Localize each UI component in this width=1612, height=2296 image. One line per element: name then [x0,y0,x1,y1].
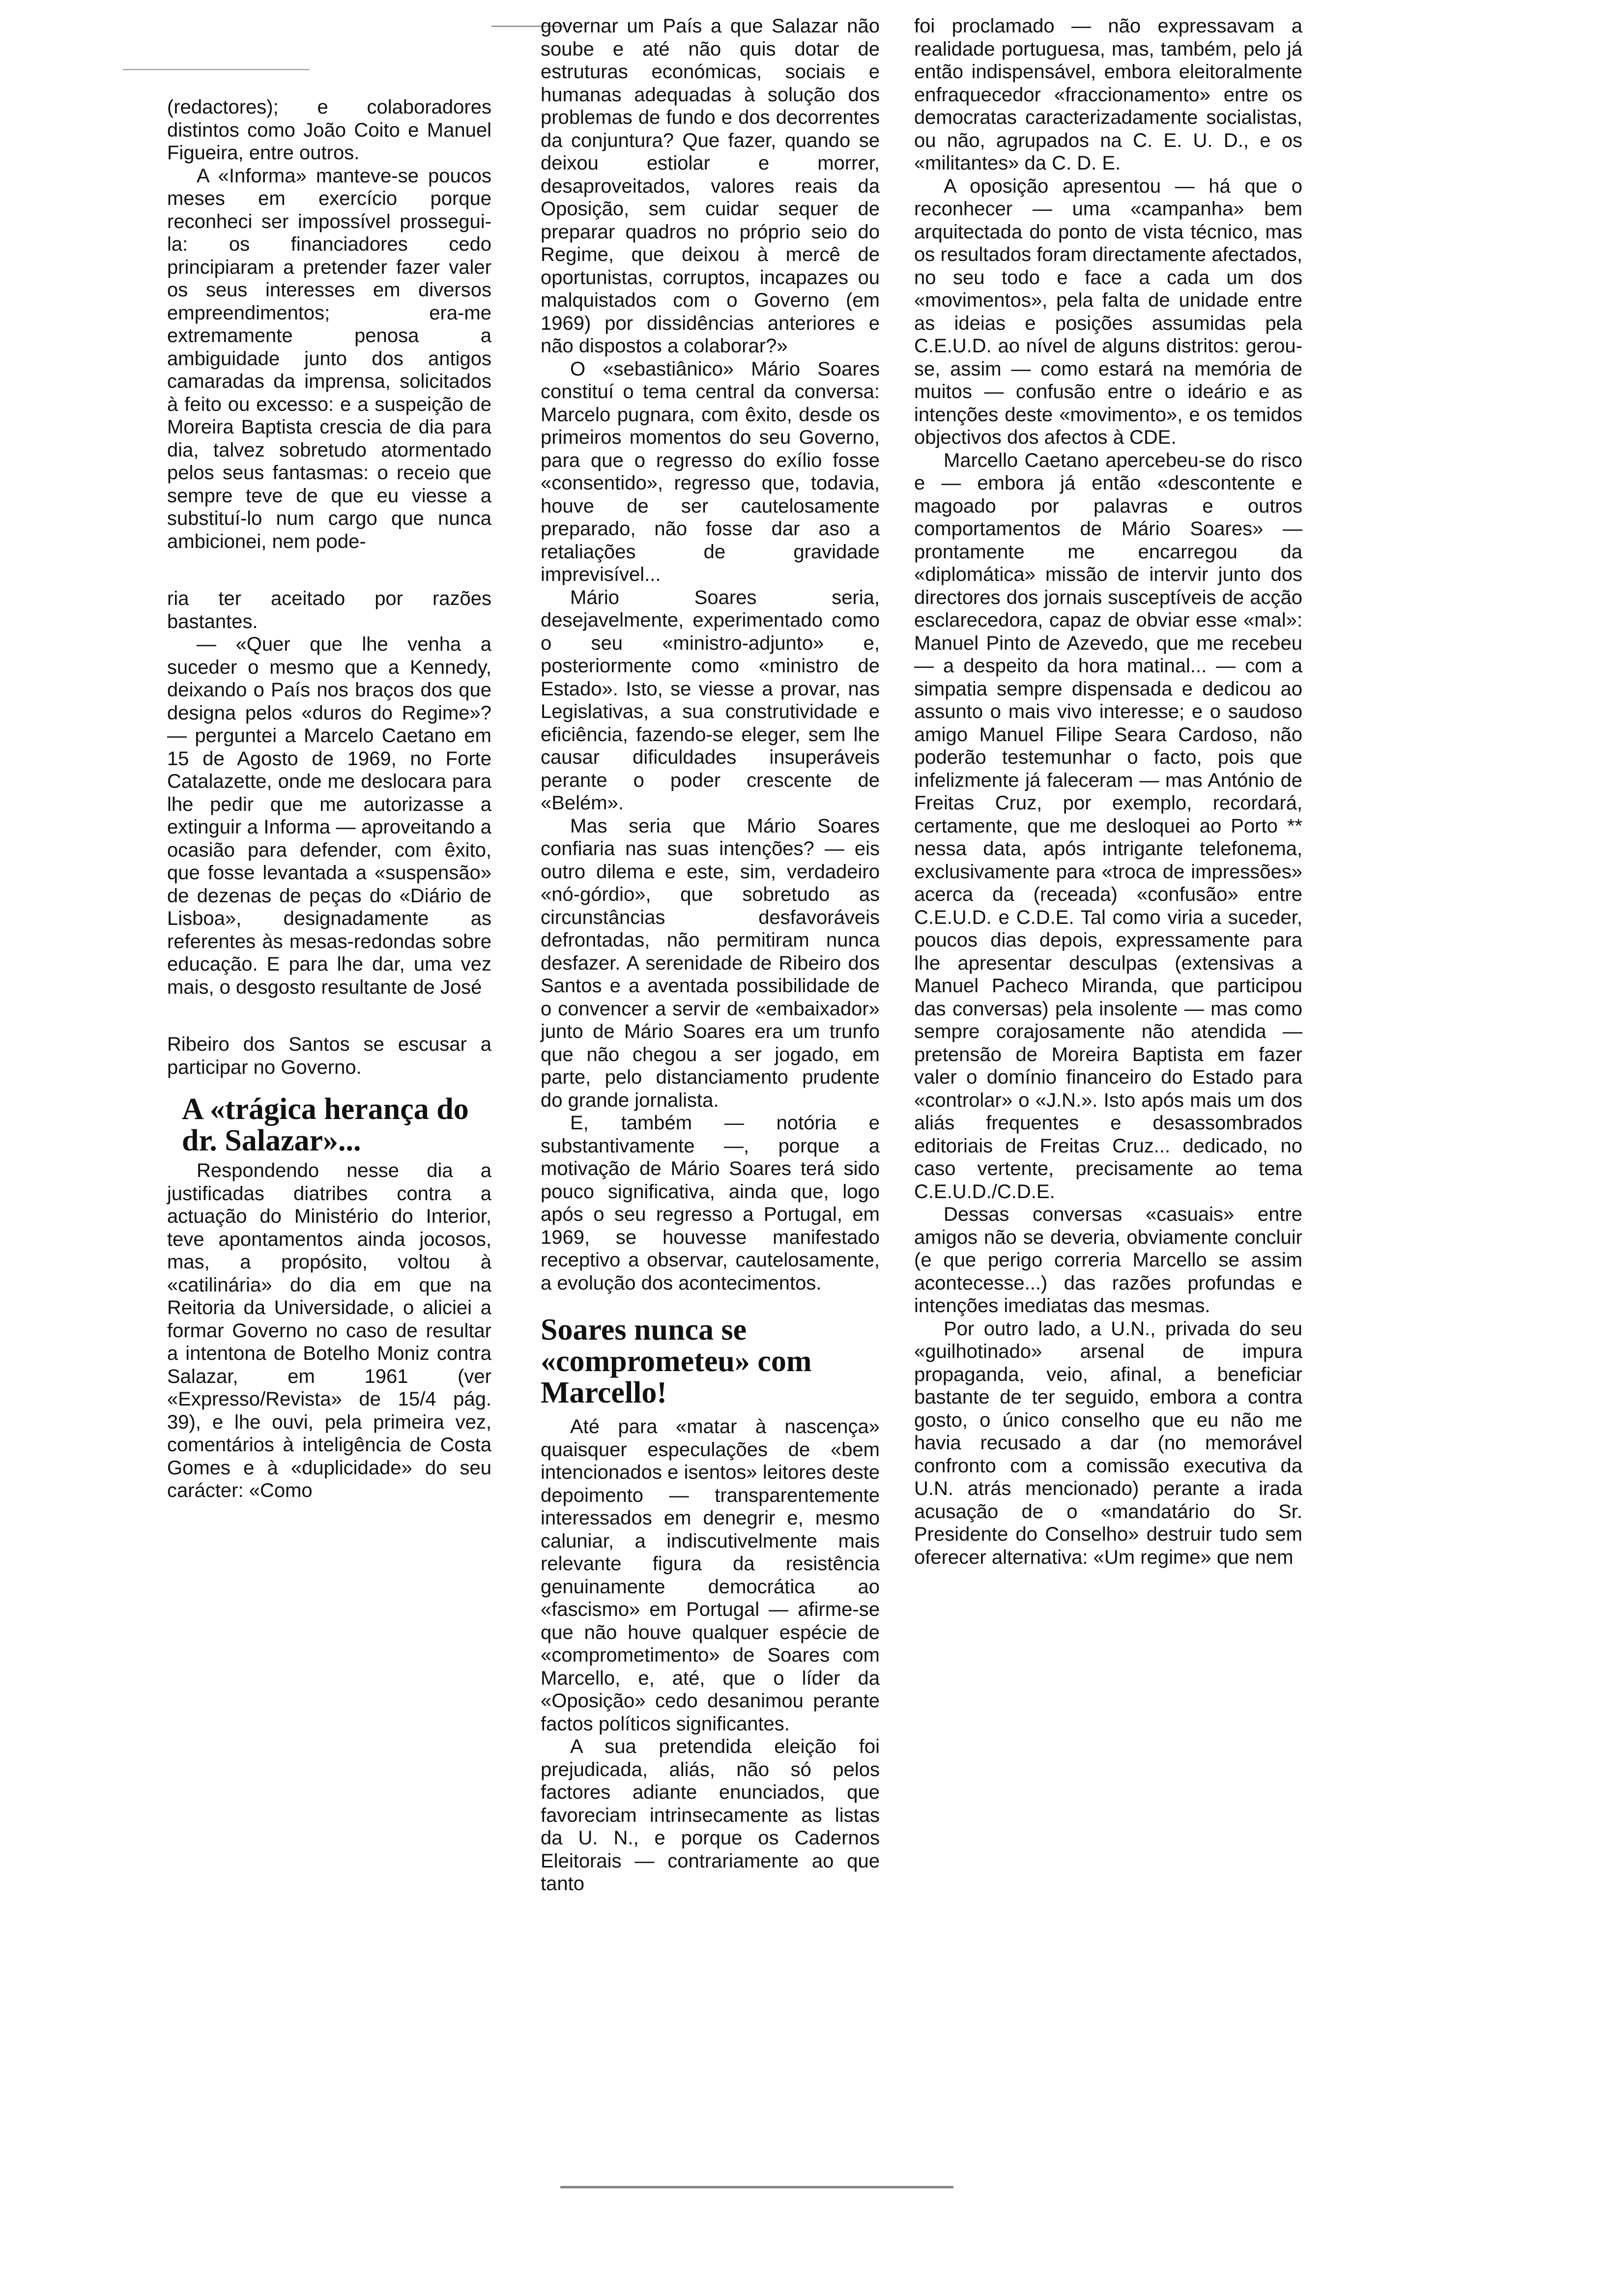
col1-paragraph: (redactores); e colaboradores distintos como João Coito e Manuel Figueira, entre outros. [167,96,491,164]
col1-paragraph: — «Quer que lhe venha a suceder o mesmo que a Kennedy, deixando o País nos braços dos que designa pelos «duros do Regime»? — perguntei a Marcelo Caetano em 15 de Agosto de 1969, no Forte Catalazette, onde me deslocara para lhe pedir que me autorizasse a extinguir a Informa — aproveitando a ocasião para defender, com êxito, que fosse levantada a «suspensão» de dezenas de peças do «Diário de Lisboa», designadamente as referentes às mesas-redondas sobre educação. E para lhe dar, uma vez mais, o desgosto resultante de José [167,633,491,998]
col3-paragraph: foi proclamado — não expressavam a realidade portuguesa, mas, também, pelo já então indispensável, embora eleitoralmente enfraquecedor «fraccionamento» entre os democratas caracterizadamente socialistas, ou não, agrupados na C. E. U. D., e os «militantes» da C. D. E. [914,15,1302,174]
col1-paragraph: A «Informa» manteve-se poucos meses em exercício porque reconheci ser impossível prossegui-la: os financiadores cedo principiaram a pretender fazer valer os seus interesses em diversos empreendimentos; era-me extremamente penosa a ambiguidade junto dos antigos camaradas da imprensa, solicitados à feito ou excesso: e a suspeição de Moreira Baptista crescia de dia para dia, talvez sobretudo atormentado pelos seus fantasmas: o receio que sempre teve de que eu viesse a substituí-lo num cargo que nunca ambicionei, nem pode- [167,165,491,552]
column-2 [541,15,880,1895]
col2-paragraph: Até para «matar à nascença» quaisquer especulações de «bem intencionados e isentos» leitores deste depoimento — transparentemente interessados em denegrir e, mesmo caluniar, a indiscutivelmente mais relevante figura da resistência genuinamente democrática ao «fascismo» em Portugal — afirme-se que não houve qualquer espécie de «comprometimento» de Soares com Marcello, e, até, que o líder da «Oposição» cedo desanimou perante factos políticos significantes. [541,1416,880,1735]
col3-paragraph: Marcello Caetano apercebeu-se do risco e — embora já então «descontente e magoado por palavras e outros comportamentos de Mário Soares» — prontamente me encarregou da «diplomática» missão de intervir junto dos directores dos jornais susceptíveis de acção esclarecedora, capaz de obviar esse «mal»: Manuel Pinto de Azevedo, que me recebeu — a despeito da hora matinal... — com a simpatia sempre dispensada e dedicou ao assunto o mais vivo interesse; e o saudoso amigo Manuel Filipe Seara Cardoso, não poderão testemunhar o facto, pois que infelizmente já faleceram — mas António de Freitas Cruz, por exemplo, recordará, certamente, que me desloquei ao Porto ** nessa data, após intrigante telefonema, exclusivamente para «troca de impressões» acerca da (receada) «confusão» entre C.E.U.D. e C.D.E. Tal como viria a suceder, poucos dias depois, expressamente para lhe apresentar desculpas (extensivas a Manuel Pacheco Miranda, que participou das conversas) pela insolente — mas como sempre corajosamente não atendida — pretensão de Moreira Baptista em fazer valer o domínio financeiro do Estado para «controlar» o «J.N.». Isto após mais um dos aliás frequentes e desassombrados editoriais de Freitas Cruz... dedicado, no caso vertente, precisamente ao tema C.E.U.D./C.D.E. [914,449,1302,1203]
col2-paragraph: Mas seria que Mário Soares confiaria nas suas intenções? — eis outro dilema e este, sim, verdadeiro «nó-górdio», que sobretudo as circunstâncias desfavoráveis defrontadas, não permitiram nunca desfazer. A serenidade de Ribeiro dos Santos e a aventada possibilidade de o convencer a servir de «embaixador» junto de Mário Soares era um trunfo que não chegou a ser jogado, em parte, pelo distanciamento prudente do grande jornalista. [541,815,880,1111]
col3-paragraph: A oposição apresentou — há que o reconhecer — uma «campanha» bem arquitectada do ponto de vista técnico, mas os resultados foram directamente afectados, no seu todo e face a cada um dos «movimentos», pela falta de unidade entre as ideias e posições assumidas pela C.E.U.D. ao nível de alguns distritos: gerou-se, assim — como estará na memória de muitos — confusão entre o ideário e as intenções deste «movimento», e os temidos objectivos dos afectos à CDE. [914,175,1302,448]
col2-paragraph: E, também — notória e substantivamente —, porque a motivação de Mário Soares terá sido pouco significativa, ainda que, logo após o seu regresso a Portugal, em 1969, se houvesse manifestado receptivo a observar, cautelosamente, a evolução dos acontecimentos. [541,1112,880,1294]
col3-paragraph: Por outro lado, a U.N., privada do seu «guilhotinado» arsenal de impura propaganda, veio, afinal, a beneficiar bastante de ter seguido, embora a contra gosto, o único conselho que eu não me havia recusado a dar (no memorável confronto com a comissão executiva da U.N. atrás mencionado) perante a irada acusação de o «mandatário do Sr. Presidente do Conselho» destruir tudo sem oferecer alternativa: «Um regime» que nem [914,1318,1302,1568]
col1-paragraph: ria ter aceitado por razões bastantes. [167,588,491,632]
col2-paragraph: A sua pretendida eleição foi prejudicada, aliás, não só pelos factores adiante enunciados, que favoreciam intrinsecamente as listas da U. N., e porque os Cadernos Eleitorais — contrariamente ao que tanto [541,1736,880,1894]
col2-paragraph: governar um País a que Salazar não soube e até não quis dotar de estruturas económicas, sociais e humanas adequadas à solução dos problemas de fundo e dos decorrentes da conjuntura? Que fazer, quando se deixou estiolar e morrer, desaproveitados, valores reais da Oposição, sem cuidar sequer de preparar quadros no próprio seio do Regime, que deixou à mercê de oportunistas, corruptos, incapazes ou malquistados com o Governo (em 1969) por dissidências anteriores e não dispostos a colaborar?» [541,15,880,357]
col3-paragraph: Dessas conversas «casuais» entre amigos não se deveria, obviamente concluir (e que perigo correria Marcello se assim acontecesse...) das razões profundas e intenções imediatas das mesmas. [914,1204,1302,1317]
scan-smudge-top-left [123,69,310,70]
column-3 [914,15,1302,1569]
col2-paragraph: Mário Soares seria, desejavelmente, experimentado como o seu «ministro-adjunto» e, posteriormente como «ministro de Estado». Isto, se viesse a provar, nas Legislativas, a sua construtividade e eficiência, fazendo-se eleger, sem lhe causar dificuldades insuperáveis perante o poder crescente de «Belém». [541,586,880,814]
col1-paragraph: Respondendo nesse dia a justificadas diatribes contra a actuação do Ministério do Interior, teve apontamentos ainda jocosos, mas, a propósito, voltou à «catilinária» do dia em que na Reitoria da Universidade, o aliciei a formar Governo no caso de resultar a intentona de Botelho Moniz contra Salazar, em 1961 (ver «Expresso/Revista» de 15/4 pág. 39), e lhe ouvi, pela primeira vez, comentários à inteligência de Costa Gomes e à «duplicidade» do seu carácter: «Como [167,1160,491,1501]
col1-paragraph: Ribeiro dos Santos se escusar a participar no Governo. [167,1033,491,1078]
scan-edge-bottom [560,2186,953,2188]
column-1 [167,96,491,1502]
col2-paragraph: O «sebastiânico» Mário Soares constituí o tema central da conversa: Marcelo pugnara, com êxito, desde os primeiros momentos do seu Governo, para que o regresso do exílio fosse «consentido», regresso que, todavia, houve de ser cautelosamente preparado, não fosse dar aso a retaliações de gravidade imprevisível... [541,358,880,585]
col1-heading: A «trágica herança do dr. Salazar»... [182,1092,469,1157]
col2-heading: Soares nunca se «comprometeu» com Marcello! [541,1313,812,1409]
